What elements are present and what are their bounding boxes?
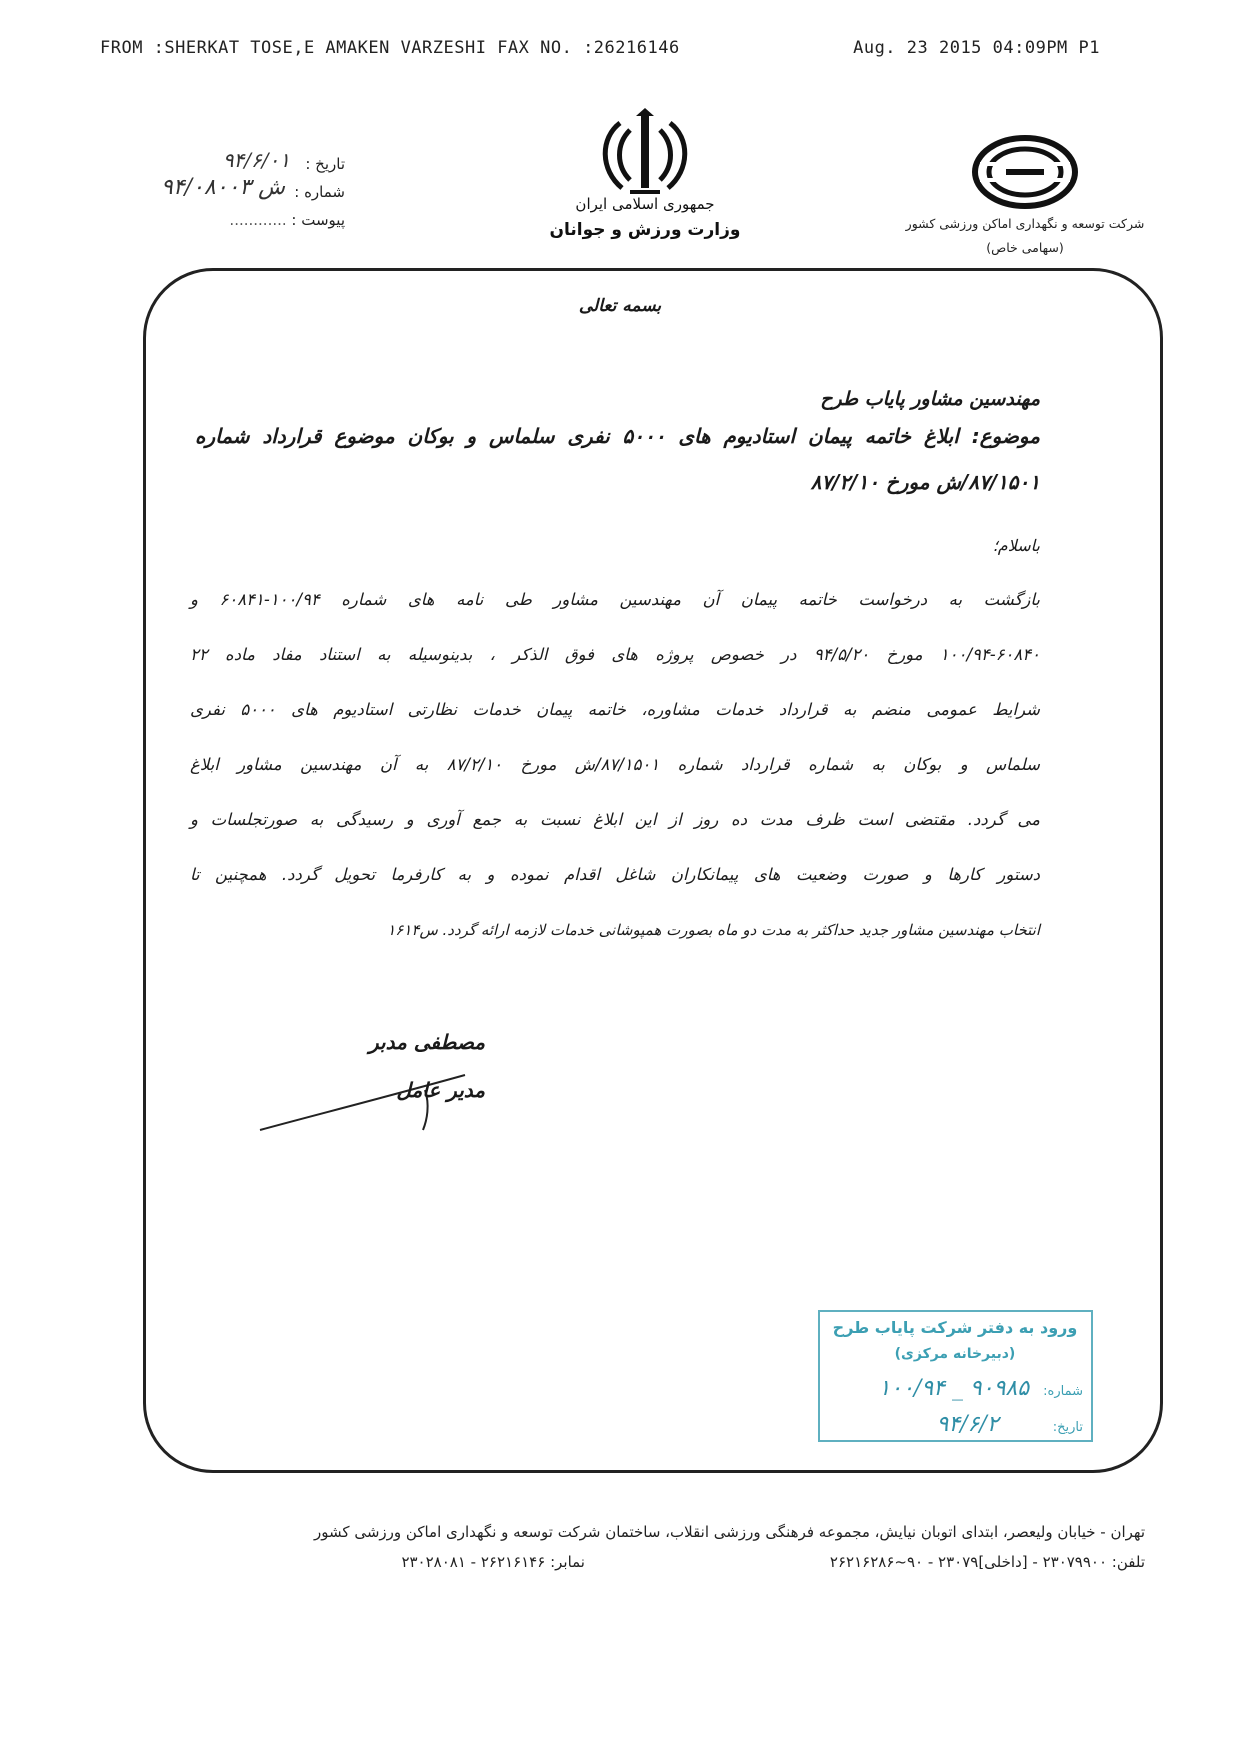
stamp-number xyxy=(878,1376,1083,1401)
letter-meta xyxy=(161,148,345,234)
date-label: تاریخ : xyxy=(305,155,345,173)
footer-phone: تلفن: ۲۳۰۷۹۹۰۰ - [داخلی]۲۳۰۷۹ - ۹۰~۲۶۲۱۶۲۸۶ xyxy=(829,1553,1145,1571)
number-label: شماره : xyxy=(294,183,345,201)
fax-header xyxy=(100,38,1100,62)
footer-address: تهران - خیابان ولیعصر، ابتدای اتوبان نیایش، مجموعه فرهنگی ورزشی انقلاب، ساختمان شرکت توسعه و نگهداری اماکن ورزشی کشور xyxy=(314,1523,1145,1541)
republic-name: جمهوری اسلامی ایران xyxy=(575,195,715,213)
body-line: انتخاب مهندسین مشاور جدید حداکثر به مدت دو ماه بصورت همپوشانی خدمات لازمه ارائه گردد. س۱۶۱۴ xyxy=(387,921,1040,939)
bismillah: بسمه تعالی xyxy=(578,296,662,316)
body-line: شرایط عمومی منضم به قرارداد خدمات مشاوره، خاتمه پیمان خدمات نظارتی استادیوم های ۵۰۰۰ نفری xyxy=(190,700,1041,719)
date-value: ۹۴/۶/۰۱ xyxy=(222,148,290,172)
stamp-date-label: تاریخ: xyxy=(1052,1420,1083,1435)
attachment-label: پیوست : xyxy=(291,211,345,229)
government-title xyxy=(520,192,770,244)
receipt-stamp xyxy=(818,1310,1093,1442)
stamp-title: ورود به دفتر شرکت پایاب طرح xyxy=(832,1318,1078,1337)
stamp-number-label: شماره: xyxy=(1043,1384,1083,1399)
fax-datetime: Aug. 23 2015 04:09PM P1 xyxy=(853,38,1100,58)
stamp-date-value: ۹۴/۶/۲ xyxy=(936,1412,999,1437)
recipient: مهندسین مشاور پایاب طرح xyxy=(820,388,1040,410)
body-line: ۱۰۰/۹۴-۶۰۸۴۰ مورخ ۹۴/۵/۲۰ در خصوص پروژه های فوق الذکر ، بدینوسیله به استناد مفاد ماده ۲۲ xyxy=(190,645,1040,664)
footer-contacts xyxy=(150,1546,1145,1578)
stamp-subtitle: (دبیرخانه مرکزی) xyxy=(894,1346,1016,1362)
company-logo-icon xyxy=(970,132,1080,212)
body-line: سلماس و بوکان به شماره قرارداد شماره ۸۷/۱۵۰۱/ش مورخ ۸۷/۲/۱۰ به آن مهندسین مشاور ابلاغ xyxy=(190,755,1041,774)
number-row xyxy=(161,175,345,206)
signatory-title: مدیر عامل xyxy=(396,1078,485,1102)
attachment-row xyxy=(165,206,345,234)
body-line: دستور کارها و صورت وضعیت های پیمانکاران شاغل اقدام نموده و به کارفرما تحویل گردد. همچنین تا xyxy=(190,865,1040,884)
number-value: ۹۴/۰۸۰۰۳ ش xyxy=(161,175,285,200)
ministry-name: وزارت ورزش و جوانان xyxy=(549,220,741,240)
greeting: باسلام؛ xyxy=(992,536,1040,555)
footer-fax: نمابر: ۲۶۲۱۶۱۴۶ - ۲۳۰۲۸۰۸۱ xyxy=(401,1553,585,1571)
body-line: بازگشت به درخواست خاتمه پیمان آن مهندسین مشاور طی نامه های شماره ۱۰۰/۹۴-۶۰۸۴۱ و xyxy=(190,590,1040,609)
company-type: (سهامی خاص) xyxy=(986,240,1064,255)
company-title xyxy=(890,212,1160,260)
subject-line-2: ۸۷/۱۵۰۱/ش مورخ ۸۷/۲/۱۰ xyxy=(810,470,1040,494)
iran-emblem-icon xyxy=(590,108,700,198)
letter-body xyxy=(190,585,1040,970)
stamp-number-value: ۱۰۰/۹۴ _ ۹۰۹۸۵ xyxy=(878,1376,1030,1401)
subject-line-1: موضوع: ابلاغ خاتمه پیمان استادیوم های ۵۰۰۰ نفری سلماس و بوکان موضوع قرارداد شماره xyxy=(195,424,1040,448)
attachment-value: ............ xyxy=(229,211,287,229)
body-line: می گردد. مقتضی است ظرف مدت ده روز از این ابلاغ نسبت به جمع آوری و رسیدگی به صورتجلسات و xyxy=(190,810,1040,829)
fax-from: FROM :SHERKAT TOSE,E AMAKEN VARZESHI FAX NO. :26216146 xyxy=(100,38,680,58)
stamp-date xyxy=(937,1412,1083,1437)
signature xyxy=(255,1030,485,1140)
company-name: شرکت توسعه و نگهداری اماکن ورزشی کشور xyxy=(905,216,1145,231)
signatory-name: مصطفی مدبر xyxy=(368,1030,485,1054)
letter-footer xyxy=(150,1518,1145,1578)
